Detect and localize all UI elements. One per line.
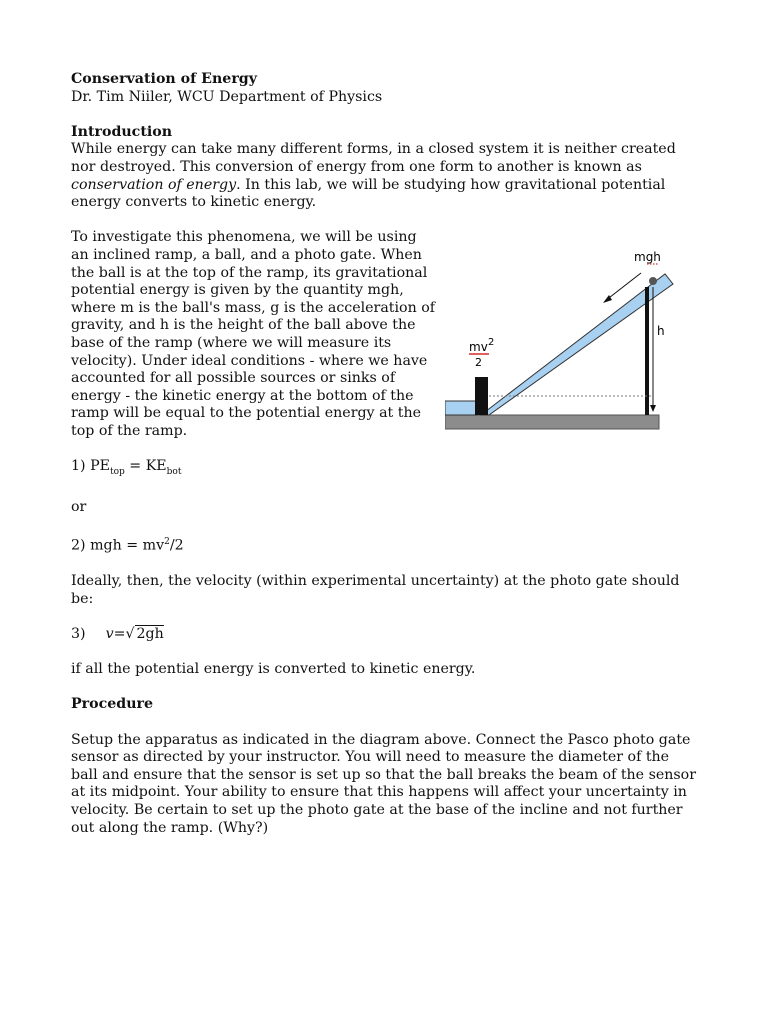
equation-1 (71, 458, 696, 481)
ball (649, 277, 657, 285)
doc-title: Conservation of Energy (71, 71, 257, 87)
ramp-diagram-svg (445, 239, 693, 439)
label-mv2-exponent: 2 (488, 337, 495, 349)
intro-p1-text-a: While energy can take many different forms, in a closed system it is neither created nor destroyed. This conversion of energy from one form to another is known as (71, 141, 676, 175)
photo-gate (475, 377, 488, 415)
label-mgh: mgh (634, 250, 661, 265)
eq1-prefix: 1) PE (71, 458, 110, 475)
eq2-sup: 2 (164, 537, 170, 548)
eq1-sub-bot: bot (166, 466, 182, 477)
eq3-v: v= (105, 625, 126, 642)
label-mv2-denominator: 2 (475, 356, 482, 370)
label-h: h (657, 324, 665, 339)
intro-paragraph-2: To investigate this phenomena, we will be using an inclined ramp, a ball, and a photo gate. When the ball is at the top of the ramp, its gravitational potential energy is given by the quantity mgh, where m is the ball's mass, g is the acceleration of gravity, and h is the height of the ball above the base of the ramp (where we will measure its velocity). Under ideal conditions - where we have accounted for all possible sources or sinks of energy - the kinetic energy at the bottom of the ramp will be equal to the potential energy at the top of the ramp. (71, 229, 436, 439)
intro-p1-emphasis: conservation of energy (71, 176, 237, 193)
equation-3 (71, 626, 696, 644)
eq1-sub-top: top (109, 466, 125, 477)
label-mv2-numerator: mv (469, 340, 488, 355)
intro-paragraph-1 (71, 141, 696, 211)
after-equation-text: if all the potential energy is converted to kinetic energy. (71, 661, 476, 678)
intro-heading: Introduction (71, 123, 173, 140)
ramp-diagram (437, 229, 696, 440)
height-arrow-head (650, 405, 656, 412)
procedure-paragraph: Setup the apparatus as indicated in the diagram above. Connect the Pasco photo gate sensor as directed by your instructor. You will need to measure the diameter of the ball and ensure that the sensor is set up so that the ball breaks the beam of the sensor at its midpoint. Your ability to ensure that this happens will affect your uncertainty in velocity. Be certain to set up the photo gate at the base of the incline and not further out along the ramp. (Why?) (71, 731, 697, 836)
ramp-base (445, 415, 659, 429)
intro-with-diagram (71, 229, 696, 440)
or-text: or (71, 499, 87, 516)
eq2-suffix: /2 (169, 538, 184, 554)
eq1-mid: = KE (124, 458, 167, 475)
doc-author: Dr. Tim Niiler, WCU Department of Physics (71, 88, 383, 105)
procedure-heading: Procedure (71, 696, 154, 713)
eq2-prefix: 2) mgh = mv (71, 538, 165, 554)
equation-2 (71, 534, 696, 555)
sqrt-sign: √ (125, 625, 135, 642)
eq3-number: 3) (71, 625, 86, 642)
eq3-root: 2gh (136, 625, 164, 642)
document-page (71, 71, 696, 837)
inclined-ramp (481, 274, 673, 415)
floor-strip (445, 401, 477, 415)
ideal-paragraph: Ideally, then, the velocity (within experimental uncertainty) at the photo gate should be: (71, 573, 680, 607)
intro-p1-text-b: . In this lab, we will be studying how gravitational potential energy converts to kinetic energy. (71, 176, 666, 211)
